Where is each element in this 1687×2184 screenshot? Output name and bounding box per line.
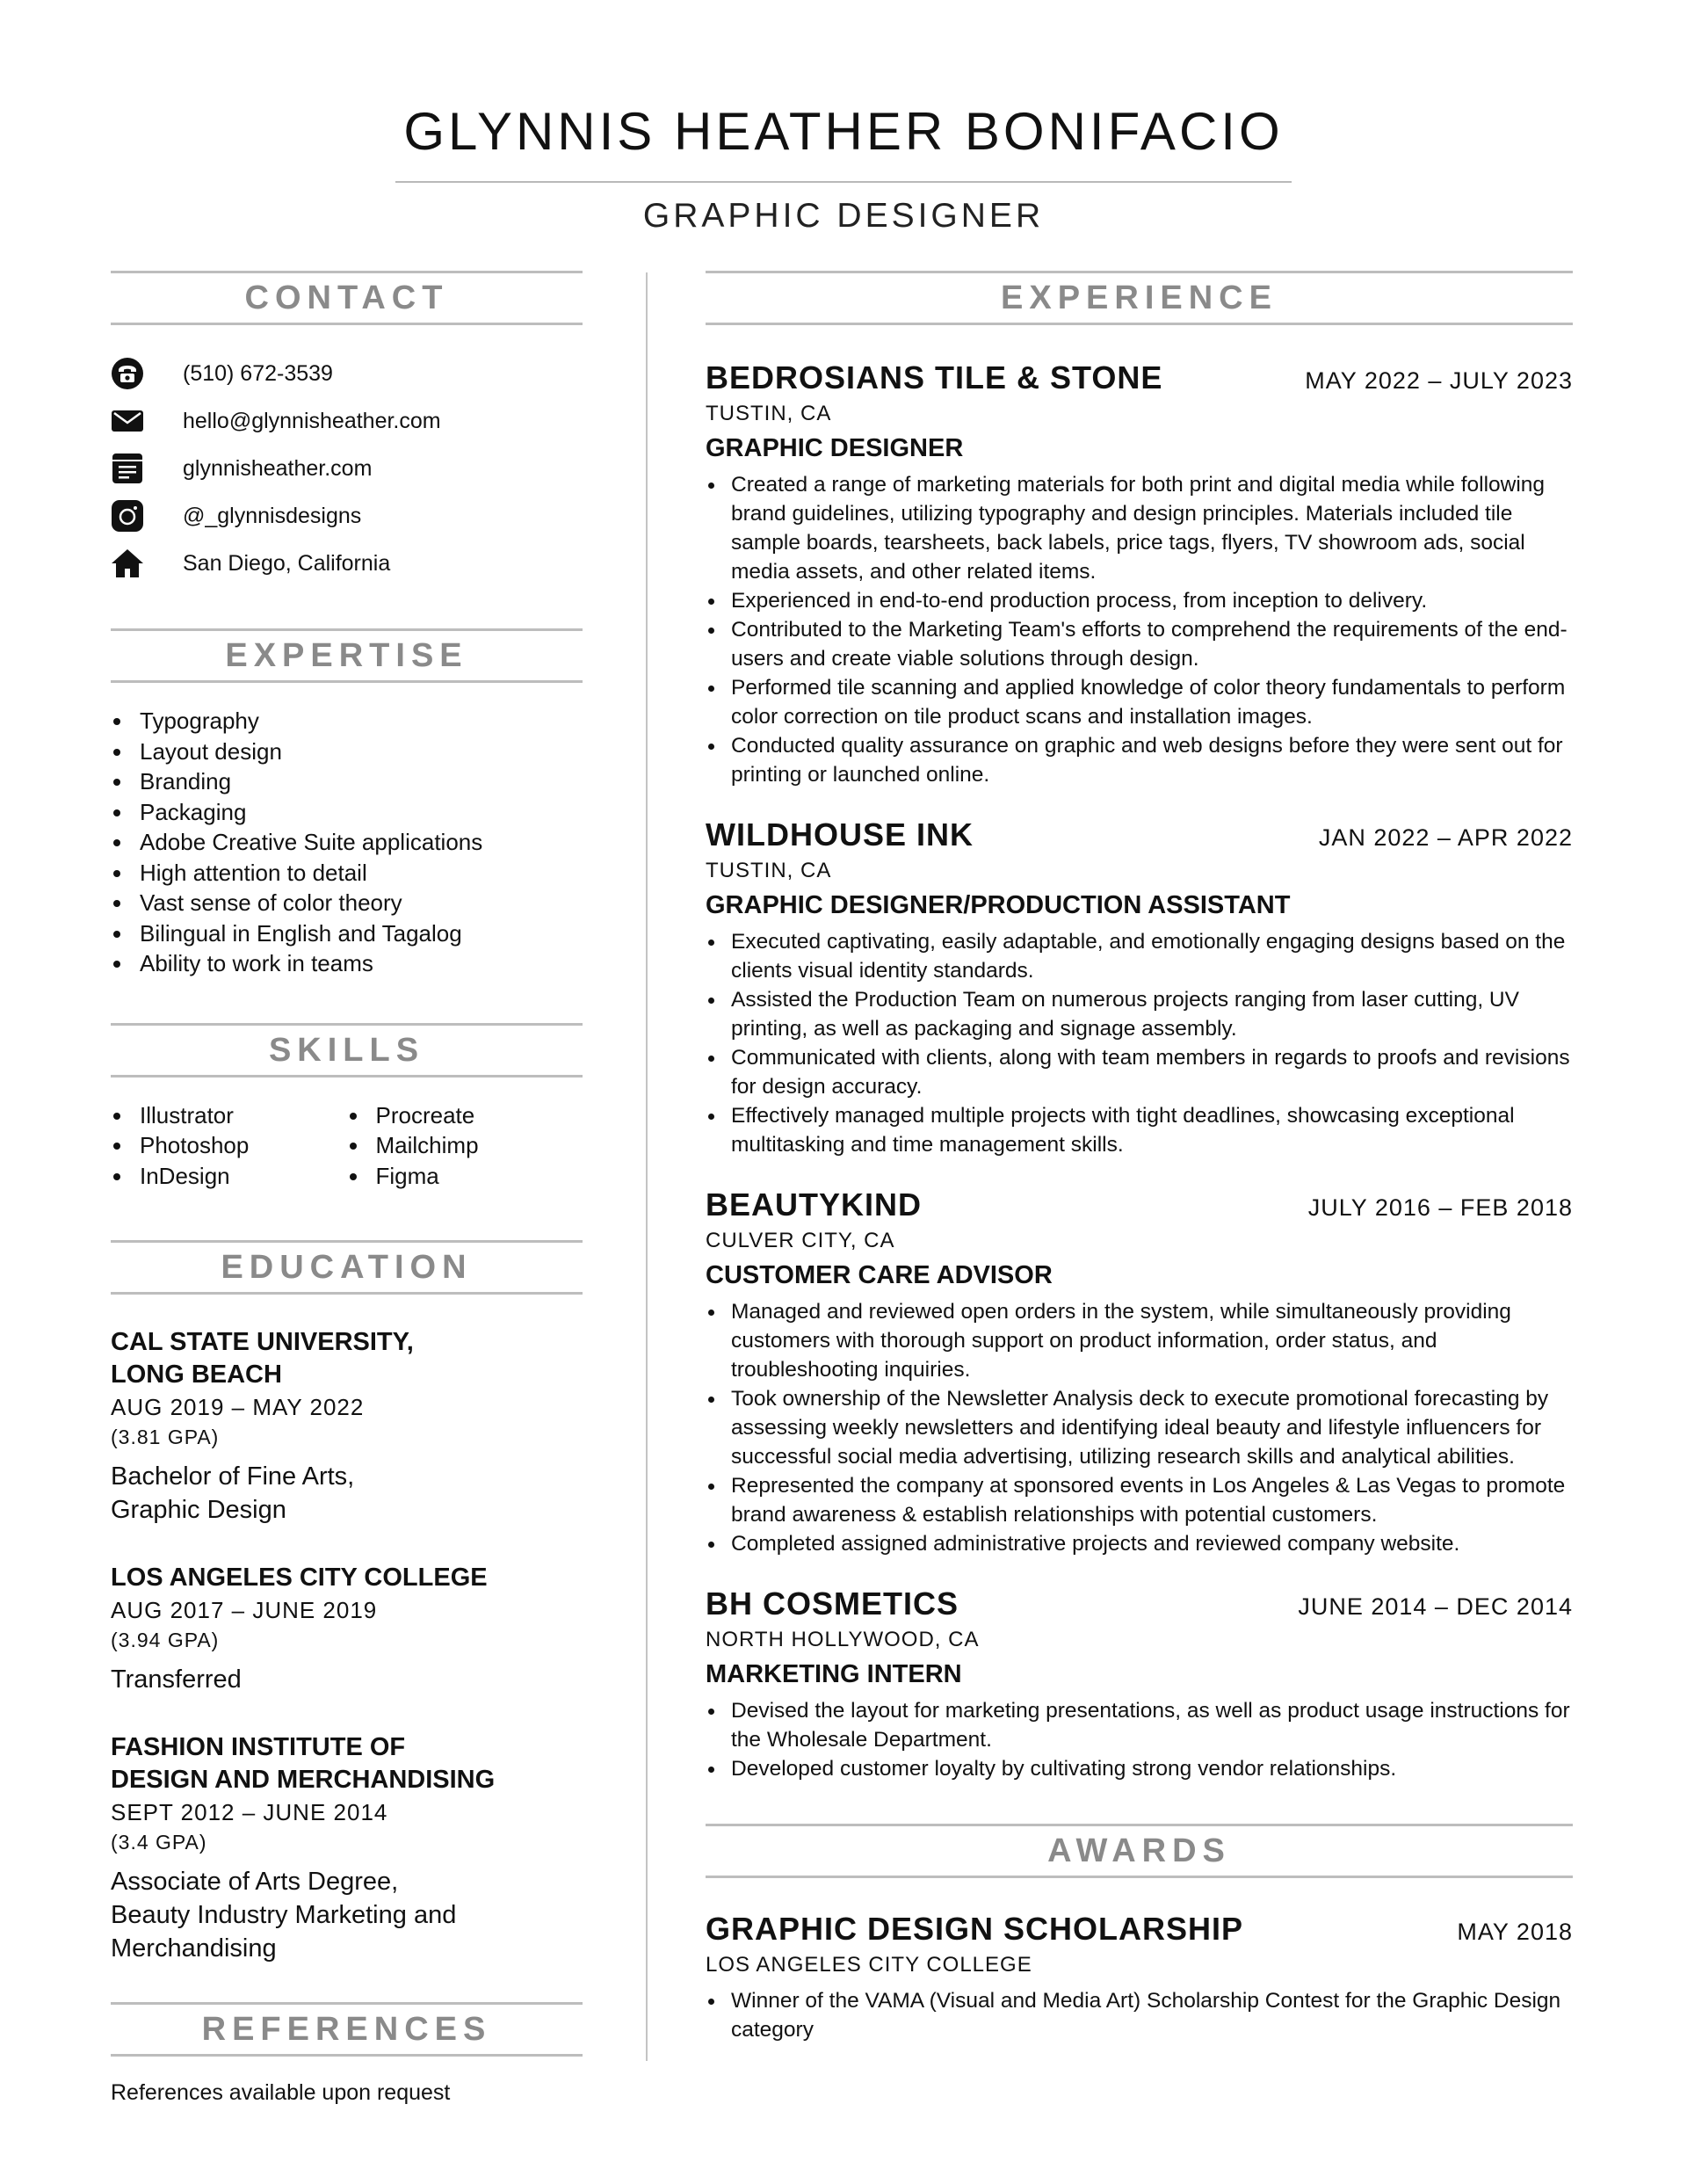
experience-heading: EXPERIENCE: [706, 271, 1573, 325]
list-item: Developed customer loyalty by cultivating strong vendor relationships.: [706, 1754, 1573, 1783]
list-item: InDesign: [111, 1161, 347, 1192]
contact-email-text: hello@glynnisheather.com: [183, 408, 441, 433]
job-location: CULVER CITY, CA: [706, 1229, 895, 1252]
degree-line: Transferred: [111, 1665, 242, 1694]
contact-heading: CONTACT: [111, 271, 583, 325]
list-item: Figma: [347, 1161, 583, 1192]
skills-column-1: [111, 1100, 347, 1192]
contact-item-location: [111, 540, 583, 587]
list-item: Layout design: [111, 736, 583, 767]
instagram-icon: [111, 499, 144, 533]
award-location: LOS ANGELES CITY COLLEGE: [706, 1953, 1032, 1977]
awards-section: [706, 1824, 1573, 2044]
education-degree: [111, 1663, 583, 1696]
job-dates: JULY 2016 – FEB 2018: [1307, 1194, 1573, 1221]
contact-location-text: San Diego, California: [183, 550, 391, 576]
education-degree: [111, 1865, 583, 1965]
contact-instagram-text: @_glynnisdesigns: [183, 503, 362, 528]
expertise-list: [111, 706, 583, 979]
list-item: Performed tile scanning and applied knowledge of color theory fundamentals to perform color correction on tile product scans and installation images.: [706, 673, 1573, 731]
award-title: GRAPHIC DESIGN SCHOLARSHIP: [706, 1911, 1244, 1947]
job-company: BEAUTYKIND: [706, 1186, 923, 1223]
award-entry: [706, 1910, 1573, 2044]
education-heading: EDUCATION: [111, 1240, 583, 1295]
list-item: Adobe Creative Suite applications: [111, 827, 583, 858]
job-bullets: [706, 927, 1573, 1159]
job-role: CUSTOMER CARE ADVISOR: [706, 1261, 1053, 1289]
job-bullets: [706, 1696, 1573, 1783]
skills-grid: [111, 1100, 583, 1192]
list-item: Winner of the VAMA (Visual and Media Art) Scholarship Contest for the Graphic Design category: [706, 1986, 1573, 2044]
skills-column-2: [347, 1100, 583, 1192]
list-item: Photoshop: [111, 1130, 347, 1161]
header-rule: [395, 181, 1292, 183]
job-location: NORTH HOLLYWOOD, CA: [706, 1628, 980, 1651]
candidate-name: GLYNNIS HEATHER BONIFACIO: [403, 102, 1284, 161]
list-item: Completed assigned administrative projects and reviewed company website.: [706, 1529, 1573, 1558]
education-gpa: (3.4 GPA): [111, 1831, 207, 1854]
expertise-section: [111, 628, 583, 979]
contact-item-website: [111, 445, 583, 492]
education-section: [111, 1240, 583, 1965]
list-item: Conducted quality assurance on graphic and web designs before they were sent out for printing or launched online.: [706, 731, 1573, 789]
job-company: WILDHOUSE INK: [706, 816, 974, 853]
job-role: GRAPHIC DESIGNER: [706, 434, 964, 462]
job-bullets: [706, 1297, 1573, 1558]
left-column: [111, 271, 583, 2108]
skills-section: [111, 1023, 583, 1192]
list-item: High attention to detail: [111, 858, 583, 889]
list-item: Devised the layout for marketing presentations, as well as product usage instructions for the Wholesale Department.: [706, 1696, 1573, 1754]
references-heading: REFERENCES: [111, 2002, 583, 2057]
award-date: MAY 2018: [1457, 1919, 1573, 1945]
mail-icon: [111, 404, 144, 438]
website-icon: [111, 452, 144, 485]
degree-line: Associate of Arts Degree,: [111, 1868, 399, 1896]
education-entry: [111, 1731, 583, 1965]
school-name: LOS ANGELES CITY COLLEGE: [111, 1564, 488, 1592]
degree-line: Bachelor of Fine Arts,: [111, 1462, 355, 1491]
school-name: CAL STATE UNIVERSITY,: [111, 1328, 414, 1356]
list-item: Experienced in end-to-end production process, from inception to delivery.: [706, 586, 1573, 615]
list-item: Vast sense of color theory: [111, 888, 583, 918]
column-divider: [646, 272, 648, 2061]
job-entry: [706, 1585, 1573, 1783]
contact-website-text: glynnisheather.com: [183, 455, 373, 481]
list-item: Procreate: [347, 1100, 583, 1131]
school-name: FASHION INSTITUTE OF: [111, 1733, 406, 1761]
list-item: Typography: [111, 706, 583, 736]
list-item: Executed captivating, easily adaptable, and emotionally engaging designs based on the clients visual identity standards.: [706, 927, 1573, 985]
list-item: Communicated with clients, along with team members in regards to proofs and revisions for design accuracy.: [706, 1043, 1573, 1101]
list-item: Packaging: [111, 797, 583, 828]
list-item: Assisted the Production Team on numerous projects ranging from laser cutting, UV printing, as well as packaging and signage assembly.: [706, 985, 1573, 1043]
list-item: Ability to work in teams: [111, 948, 583, 979]
education-gpa: (3.81 GPA): [111, 1426, 220, 1448]
contact-phone-text: (510) 672-3539: [183, 360, 333, 386]
education-entry: [111, 1326, 583, 1527]
degree-line: Beauty Industry Marketing and: [111, 1901, 457, 1929]
list-item: Managed and reviewed open orders in the system, while simultaneously providing customers with thorough support on product information, order status, and troubleshooting inquiries.: [706, 1297, 1573, 1384]
resume-header: [0, 97, 1687, 237]
education-entry: [111, 1562, 583, 1696]
job-dates: MAY 2022 – JULY 2023: [1305, 367, 1573, 394]
list-item: Effectively managed multiple projects with tight deadlines, showcasing exceptional multitasking and time management skills.: [706, 1101, 1573, 1159]
job-entry: [706, 359, 1573, 789]
list-item: Bilingual in English and Tagalog: [111, 918, 583, 949]
right-column: [706, 271, 1573, 2044]
list-item: Illustrator: [111, 1100, 347, 1131]
list-item: Took ownership of the Newsletter Analysis deck to execute promotional forecasting by assessing weekly newsletters and identifying ideal beauty and lifestyle influencers for successful social media advertising, utilizing research skills and analytical abilities.: [706, 1384, 1573, 1471]
job-location: TUSTIN, CA: [706, 402, 832, 425]
list-item: Mailchimp: [347, 1130, 583, 1161]
list-item: Created a range of marketing materials for both print and digital media while following brand guidelines, utilizing typography and design principles. Materials included tile sample boards, tearsheets, back labels, price tags, flyers, TV showroom ads, social media assets, and other related items.: [706, 470, 1573, 586]
education-dates: AUG 2017 – JUNE 2019: [111, 1597, 378, 1623]
job-entry: [706, 816, 1573, 1159]
job-role: GRAPHIC DESIGNER/PRODUCTION ASSISTANT: [706, 891, 1291, 919]
list-item: Contributed to the Marketing Team's efforts to comprehend the requirements of the end-users and create viable solutions through design.: [706, 615, 1573, 673]
education-dates: AUG 2019 – MAY 2022: [111, 1394, 365, 1420]
contact-item-instagram: [111, 492, 583, 540]
list-item: Represented the company at sponsored events in Los Angeles & Las Vegas to promote brand awareness & establish relationships with potential customers.: [706, 1471, 1573, 1529]
skills-heading: SKILLS: [111, 1023, 583, 1077]
education-dates: SEPT 2012 – JUNE 2014: [111, 1799, 388, 1825]
degree-line: Graphic Design: [111, 1496, 286, 1524]
references-section: [111, 2002, 583, 2108]
list-item: Branding: [111, 766, 583, 797]
references-text: References available upon request: [111, 2080, 451, 2105]
school-name: LONG BEACH: [111, 1360, 282, 1389]
awards-heading: AWARDS: [706, 1824, 1573, 1878]
job-role: MARKETING INTERN: [706, 1660, 962, 1688]
education-gpa: (3.94 GPA): [111, 1629, 220, 1651]
degree-line: Merchandising: [111, 1934, 277, 1963]
job-entry: [706, 1186, 1573, 1558]
job-dates: JUNE 2014 – DEC 2014: [1298, 1593, 1573, 1620]
candidate-title: GRAPHIC DESIGNER: [642, 197, 1045, 235]
job-bullets: [706, 470, 1573, 789]
job-dates: JAN 2022 – APR 2022: [1318, 824, 1573, 851]
award-bullets: [706, 1986, 1573, 2044]
job-location: TUSTIN, CA: [706, 859, 832, 882]
home-icon: [111, 547, 144, 580]
phone-icon: [111, 357, 144, 390]
expertise-heading: EXPERTISE: [111, 628, 583, 683]
education-degree: [111, 1460, 583, 1527]
job-company: BH COSMETICS: [706, 1585, 959, 1622]
school-name: DESIGN AND MERCHANDISING: [111, 1766, 496, 1794]
job-company: BEDROSIANS TILE & STONE: [706, 359, 1163, 395]
contact-list: [111, 350, 583, 587]
contact-item-phone: [111, 350, 583, 397]
contact-item-email: [111, 397, 583, 445]
